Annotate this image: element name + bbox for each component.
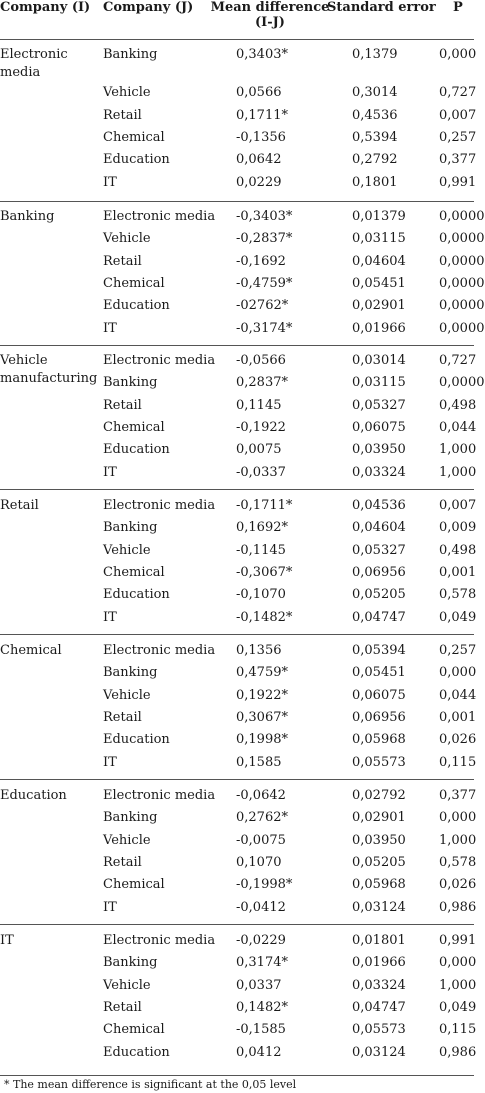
row-mean-difference: 0,2837* bbox=[236, 375, 288, 391]
row-mean-difference: 0,0337 bbox=[236, 977, 282, 993]
row-company: Electronic media bbox=[103, 788, 216, 803]
row-standard-error: 0,05205 bbox=[352, 587, 406, 603]
row-company: Vehicle bbox=[103, 687, 151, 703]
row-company: Vehicle bbox=[103, 542, 151, 558]
row-p-value: 0,377 bbox=[439, 788, 477, 803]
row-mean-difference: -0,1145 bbox=[236, 542, 286, 558]
row-p-value: 0,044 bbox=[439, 687, 477, 703]
row-mean-difference: 0,2762* bbox=[236, 810, 288, 826]
row-standard-error: 0,06075 bbox=[352, 687, 406, 703]
row-mean-difference: -0,4759* bbox=[236, 275, 293, 291]
row-company: IT bbox=[103, 754, 117, 770]
row-p-value: 1,000 bbox=[439, 977, 477, 993]
row-mean-difference: 0,1356 bbox=[236, 643, 282, 658]
row-company: Retail bbox=[103, 107, 142, 123]
row-company: IT bbox=[103, 320, 117, 336]
row-standard-error: 0,06075 bbox=[352, 419, 406, 435]
row-p-value: 0,257 bbox=[439, 129, 477, 145]
row-standard-error: 0,05394 bbox=[352, 643, 406, 658]
row-standard-error: 0,1379 bbox=[352, 47, 398, 62]
row-standard-error: 0,01966 bbox=[352, 320, 406, 336]
row-mean-difference: -0,0075 bbox=[236, 832, 286, 848]
row-standard-error: 0,06956 bbox=[352, 709, 406, 725]
row-company: Chemical bbox=[103, 1022, 165, 1038]
row-p-value: 0,044 bbox=[439, 419, 477, 435]
row-company: Electronic media bbox=[103, 933, 216, 948]
row-company: Retail bbox=[103, 999, 142, 1015]
row-mean-difference: -0,3174* bbox=[236, 320, 293, 336]
row-standard-error: 0,3014 bbox=[352, 85, 398, 101]
row-p-value: 1,000 bbox=[439, 442, 477, 458]
row-standard-error: 0,02901 bbox=[352, 298, 406, 314]
row-mean-difference: 0,0412 bbox=[236, 1044, 282, 1060]
row-standard-error: 0,03950 bbox=[352, 832, 406, 848]
row-p-value: 0,727 bbox=[439, 85, 477, 101]
row-p-value: 0,0000 bbox=[439, 275, 485, 291]
header-rule bbox=[0, 39, 474, 40]
row-company: Education bbox=[103, 298, 170, 314]
row-mean-difference: -0,1356 bbox=[236, 129, 286, 145]
row-p-value: 0,498 bbox=[439, 542, 477, 558]
row-standard-error: 0,05327 bbox=[352, 542, 406, 558]
row-company: Electronic media bbox=[103, 498, 216, 513]
row-mean-difference: 0,4759* bbox=[236, 665, 288, 681]
group-label: Education bbox=[0, 788, 67, 803]
row-company: Education bbox=[103, 152, 170, 168]
group-divider bbox=[0, 489, 474, 490]
row-mean-difference: -0,3067* bbox=[236, 564, 293, 580]
row-p-value: 1,000 bbox=[439, 464, 477, 480]
header-standard-error: Standard error bbox=[327, 0, 436, 15]
group-divider bbox=[0, 634, 474, 635]
group-label: Chemical bbox=[0, 643, 62, 658]
row-standard-error: 0,03124 bbox=[352, 899, 406, 915]
header-mean-difference bbox=[206, 0, 334, 30]
row-p-value: 0,578 bbox=[439, 587, 477, 603]
row-p-value: 0,000 bbox=[439, 810, 477, 826]
row-company: Banking bbox=[103, 520, 158, 536]
row-p-value: 0,991 bbox=[439, 933, 477, 948]
row-standard-error: 0,03124 bbox=[352, 1044, 406, 1060]
row-standard-error: 0,03324 bbox=[352, 464, 406, 480]
row-mean-difference: -0,1998* bbox=[236, 877, 293, 893]
table-header bbox=[0, 0, 474, 40]
row-mean-difference: 0,0229 bbox=[236, 174, 282, 190]
row-mean-difference: -0,1585 bbox=[236, 1022, 286, 1038]
row-mean-difference: -0,0337 bbox=[236, 464, 286, 480]
row-company: Electronic media bbox=[103, 209, 216, 224]
row-p-value: 0,000 bbox=[439, 665, 477, 681]
row-company: IT bbox=[103, 609, 117, 625]
row-p-value: 0,007 bbox=[439, 498, 477, 513]
row-standard-error: 0,02792 bbox=[352, 788, 406, 803]
row-p-value: 0,727 bbox=[439, 353, 477, 368]
row-mean-difference: 0,0642 bbox=[236, 152, 282, 168]
row-standard-error: 0,03115 bbox=[352, 375, 406, 391]
row-company: Chemical bbox=[103, 275, 165, 291]
row-company: Chemical bbox=[103, 564, 165, 580]
row-p-value: 0,257 bbox=[439, 643, 477, 658]
row-mean-difference: 0,1692* bbox=[236, 520, 288, 536]
row-standard-error: 0,03324 bbox=[352, 977, 406, 993]
row-company: IT bbox=[103, 464, 117, 480]
row-standard-error: 0,01379 bbox=[352, 209, 406, 224]
row-standard-error: 0,04747 bbox=[352, 999, 406, 1015]
row-mean-difference: 0,1922* bbox=[236, 687, 288, 703]
row-mean-difference: -0,0229 bbox=[236, 933, 286, 948]
row-p-value: 0,007 bbox=[439, 107, 477, 123]
row-p-value: 0,049 bbox=[439, 609, 477, 625]
row-standard-error: 0,05573 bbox=[352, 754, 406, 770]
row-standard-error: 0,04536 bbox=[352, 498, 406, 513]
row-mean-difference: -0,1692 bbox=[236, 253, 286, 269]
row-p-value: 0,0000 bbox=[439, 209, 485, 224]
row-p-value: 0,001 bbox=[439, 709, 477, 725]
row-company: IT bbox=[103, 899, 117, 915]
footnote: * The mean difference is significant at the 0,05 level bbox=[4, 1078, 297, 1091]
row-company: Banking bbox=[103, 47, 158, 62]
row-p-value: 0,0000 bbox=[439, 298, 485, 314]
row-standard-error: 0,03014 bbox=[352, 353, 406, 368]
row-standard-error: 0,2792 bbox=[352, 152, 398, 168]
row-mean-difference: -0,0642 bbox=[236, 788, 286, 803]
row-mean-difference: 0,1145 bbox=[236, 397, 282, 413]
row-company: Education bbox=[103, 442, 170, 458]
row-company: Vehicle bbox=[103, 977, 151, 993]
row-standard-error: 0,05573 bbox=[352, 1022, 406, 1038]
row-p-value: 0,0000 bbox=[439, 375, 485, 391]
row-mean-difference: 0,1711* bbox=[236, 107, 288, 123]
row-standard-error: 0,05205 bbox=[352, 854, 406, 870]
row-company: Electronic media bbox=[103, 353, 216, 368]
row-p-value: 0,009 bbox=[439, 520, 477, 536]
row-standard-error: 0,01966 bbox=[352, 955, 406, 971]
row-standard-error: 0,05968 bbox=[352, 877, 406, 893]
row-p-value: 0,0000 bbox=[439, 253, 485, 269]
group-label: Retail bbox=[0, 498, 39, 513]
row-standard-error: 0,4536 bbox=[352, 107, 398, 123]
row-p-value: 0,026 bbox=[439, 732, 477, 748]
row-company: Vehicle bbox=[103, 85, 151, 101]
row-p-value: 1,000 bbox=[439, 832, 477, 848]
row-mean-difference: 0,1070 bbox=[236, 854, 282, 870]
row-company: Vehicle bbox=[103, 231, 151, 247]
row-p-value: 0,377 bbox=[439, 152, 477, 168]
row-mean-difference: -0,1482* bbox=[236, 609, 293, 625]
group-label: Banking bbox=[0, 209, 55, 224]
row-p-value: 0,0000 bbox=[439, 231, 485, 247]
row-p-value: 0,986 bbox=[439, 1044, 477, 1060]
row-standard-error: 0,5394 bbox=[352, 129, 398, 145]
row-p-value: 0,991 bbox=[439, 174, 477, 190]
row-p-value: 0,115 bbox=[439, 1022, 477, 1038]
row-mean-difference: 0,3067* bbox=[236, 709, 288, 725]
row-company: Chemical bbox=[103, 419, 165, 435]
row-mean-difference: -0,0566 bbox=[236, 353, 286, 368]
row-company: Chemical bbox=[103, 877, 165, 893]
row-standard-error: 0,01801 bbox=[352, 933, 406, 948]
row-mean-difference: 0,3174* bbox=[236, 955, 288, 971]
row-p-value: 0,000 bbox=[439, 47, 477, 62]
row-p-value: 0,026 bbox=[439, 877, 477, 893]
row-p-value: 0,115 bbox=[439, 754, 477, 770]
row-mean-difference: -0,1070 bbox=[236, 587, 286, 603]
row-company: Retail bbox=[103, 253, 142, 269]
group-label: Electronic media bbox=[0, 47, 68, 80]
row-standard-error: 0,05451 bbox=[352, 275, 406, 291]
row-p-value: 0,578 bbox=[439, 854, 477, 870]
row-mean-difference: -0,0412 bbox=[236, 899, 286, 915]
row-mean-difference: 0,0566 bbox=[236, 85, 282, 101]
group-divider bbox=[0, 924, 474, 925]
header-mean-difference-line2: (I-J) bbox=[255, 15, 285, 30]
row-p-value: 0,498 bbox=[439, 397, 477, 413]
row-mean-difference: 0,1482* bbox=[236, 999, 288, 1015]
row-mean-difference: -0,1922 bbox=[236, 419, 286, 435]
header-p: P bbox=[453, 0, 463, 15]
row-mean-difference: 0,3403* bbox=[236, 47, 288, 62]
row-standard-error: 0,04604 bbox=[352, 253, 406, 269]
row-mean-difference: -02762* bbox=[236, 298, 289, 314]
row-company: Education bbox=[103, 1044, 170, 1060]
row-standard-error: 0,02901 bbox=[352, 810, 406, 826]
row-mean-difference: -0,3403* bbox=[236, 209, 293, 224]
row-company: Education bbox=[103, 732, 170, 748]
row-standard-error: 0,05327 bbox=[352, 397, 406, 413]
row-standard-error: 0,03115 bbox=[352, 231, 406, 247]
row-mean-difference: 0,1585 bbox=[236, 754, 282, 770]
row-p-value: 0,000 bbox=[439, 955, 477, 971]
row-company: Chemical bbox=[103, 129, 165, 145]
row-company: Banking bbox=[103, 665, 158, 681]
row-company: Education bbox=[103, 587, 170, 603]
row-p-value: 0,0000 bbox=[439, 320, 485, 336]
row-company: Vehicle bbox=[103, 832, 151, 848]
row-p-value: 0,986 bbox=[439, 899, 477, 915]
row-standard-error: 0,1801 bbox=[352, 174, 398, 190]
header-mean-difference-line1: Mean difference bbox=[210, 0, 330, 15]
row-standard-error: 0,06956 bbox=[352, 564, 406, 580]
row-company: Banking bbox=[103, 810, 158, 826]
row-company: IT bbox=[103, 174, 117, 190]
group-divider bbox=[0, 201, 474, 202]
row-mean-difference: 0,1998* bbox=[236, 732, 288, 748]
group-divider bbox=[0, 779, 474, 780]
row-mean-difference: -0,2837* bbox=[236, 231, 293, 247]
group-divider bbox=[0, 345, 474, 346]
row-standard-error: 0,03950 bbox=[352, 442, 406, 458]
row-mean-difference: -0,1711* bbox=[236, 498, 293, 513]
row-company: Retail bbox=[103, 709, 142, 725]
row-company: Banking bbox=[103, 375, 158, 391]
row-company: Retail bbox=[103, 854, 142, 870]
row-company: Banking bbox=[103, 955, 158, 971]
header-company-j: Company (J) bbox=[103, 0, 194, 15]
row-company: Electronic media bbox=[103, 643, 216, 658]
row-p-value: 0,001 bbox=[439, 564, 477, 580]
row-standard-error: 0,05451 bbox=[352, 665, 406, 681]
row-p-value: 0,049 bbox=[439, 999, 477, 1015]
row-mean-difference: 0,0075 bbox=[236, 442, 282, 458]
header-company-i: Company (I) bbox=[0, 0, 91, 15]
bottom-rule bbox=[0, 1075, 474, 1076]
row-standard-error: 0,04747 bbox=[352, 609, 406, 625]
group-label: IT bbox=[0, 933, 14, 948]
row-standard-error: 0,05968 bbox=[352, 732, 406, 748]
row-standard-error: 0,04604 bbox=[352, 520, 406, 536]
group-label: Vehicle manufacturing bbox=[0, 353, 98, 386]
row-company: Retail bbox=[103, 397, 142, 413]
